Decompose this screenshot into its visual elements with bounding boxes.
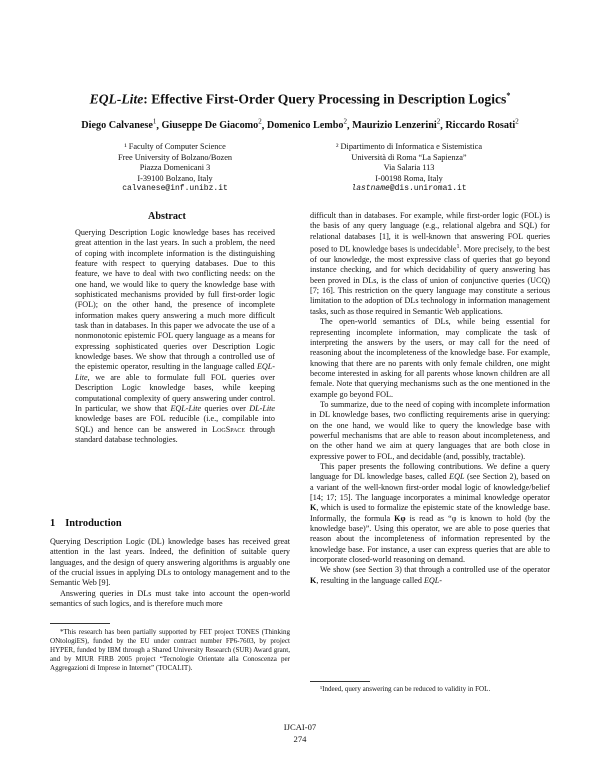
author-list: Diego Calvanese$^1$, Giuseppe De Giacomo$^2$, Domenico Lembo$^2$, Maurizio Lenzerini$^2$, Riccardo Rosati$^2$ — [81, 118, 519, 132]
venue-label: IJCAI-07 — [283, 722, 317, 732]
footnote-rule — [50, 623, 110, 624]
paragraph: To summarize, due to the need of coping with incomplete information in DL knowledge bases, two conflicting requirements arise in querying: on the one hand, we would like to query the knowledge base with powerful mechanisms that are able to reason about incompleteness, and on the other hand we aim at query languages that are both close in expressive power to FOL, and decidable (and, possibly, tractable). — [310, 399, 550, 461]
footnote-text: ¹Indeed, query answering can be reduced to validity in FOL. — [320, 685, 491, 693]
paragraph: Answering queries in DLs must take into account the open-world semantics of such logics, and is therefore much more — [50, 588, 290, 609]
right-column — [310, 211, 550, 586]
intro-left-column — [50, 537, 290, 609]
author: Riccardo Rosati$^2$ — [445, 118, 519, 132]
abstract-paragraph: Querying Description Logic knowledge bases has received great attention in the last years. In such a problem, the need of coping with incomplete information is the distinguishing feature with respect to querying databases. Due to this feature, we have to deal with two conflicting needs: on the one hand, we would like to query the knowledge base with sophisticated mechanisms provided by full first-order logic (FOL); on the other hand, the presence of incomplete information makes query answering a much more difficult task than in databases. In this paper we advocate the use of a nonmonotonic epistemic FOL query language as a means for expressing sophisticated queries over Description Logic knowledge bases. We show that through a controlled use of the epistemic operator, resulting in the language called EQL-Lite, we are able to formulate full FOL queries over Description Logic knowledge bases, while keeping computational complexity of query answering under control. In particular, we show that EQL-Lite queries over DL-Lite knowledge bases are FOL reducible (i.e., compilable into SQL) and hence can be answered in LogSpace through standard database technologies. — [75, 228, 275, 444]
author: Maurizio Lenzerini$^2$ — [352, 118, 441, 132]
abstract-body — [75, 228, 275, 445]
author: Domenico Lembo$^2$ — [266, 118, 348, 132]
affiliation-line: ¹ Faculty of Computer Science — [124, 142, 226, 151]
footnote-left — [50, 628, 290, 673]
paragraph: The open-world semantics of DLs, while being essential for representing incomplete information, may complicate the task of interpreting the answers by the users, or may call for the need of reasoning about the incompleteness of the knowledge base. For example, knowing that there are no parents with only female children, one might become interested in asking for all parents whose known children are all female. Note that querying mechanisms such as the one mentioned in the example go beyond FOL. — [310, 317, 550, 399]
affiliation-line: I-39100 Bolzano, Italy — [137, 173, 213, 183]
footnote-right — [310, 685, 550, 694]
author: Giuseppe De Giacomo$^2$ — [161, 118, 262, 132]
affiliation-2 — [318, 142, 500, 195]
section-heading: 1 Introduction — [50, 518, 122, 529]
affiliation-line: Piazza Domenicani 3 — [139, 163, 211, 173]
paragraph: difficult than in databases. For example, while first-order logic (FOL) is the basis of any query language (e.g., relational algebra and SQL) for relational databases [1], it is well-known that answering FOL queries posed to DL knowledge bases is undecidable$^1$. More precisely, to the best of our knowledge, the most expressive class of queries that go beyond instance checking, and for which decidability of query answering has been proved in DLs, is the class of union of conjunctive queries (UCQ) [7; 16]. This restriction on the query language may constitute a serious limitation to the adoption of DLs technology in information management tasks, such as those required in Semantic Web applications. — [310, 211, 550, 316]
paragraph: This paper presents the following contributions. We define a query language for DL knowledge bases, called EQL (see Section 2), based on a variant of the well-known first-order modal logic of knowledge/belief [14; 17; 15]. The language incorporates a minimal knowledge operator K, which is used to formalize the epistemic state of the knowledge base. Informally, the formula Kφ is read as “φ is known to hold (by the knowledge base)”. Using this operator, we are able to pose queries that reason about the incompleteness of information represented by the knowledge base. For instance, a user can express queries that are able to incorporate closed-world reasoning on demand. — [310, 461, 550, 565]
footnote-rule — [310, 681, 370, 682]
email: calvanese@inf.unibz.it — [122, 184, 228, 194]
affiliation-line: ² Dipartimento di Informatica e Sistemistica — [335, 142, 483, 151]
affiliation-line: Università di Roma “La Sapienza” — [351, 152, 467, 162]
footnote-text: *This research has been partially supported by FET project TONES (Thinking ONtologiES), funded by the EU under contract number FP6-7603, by project HYPER, funded by IBM through a Shared University Research (SUR) Award grant, and by MIUR FIRB 2005 project “Tecnologie Orientate alla Conoscenza per Aggregazioni di Imprese in Internet” (TOCALIT). — [50, 628, 290, 672]
author: Diego Calvanese$^1$ — [81, 118, 157, 132]
paper-title: EQL-Lite: Effective First-Order Query Processing in Description Logics* — [89, 91, 511, 107]
paragraph: We show (see Section 3) that through a controlled use of the operator K, resulting in the language called EQL- — [310, 565, 550, 585]
email: lastname@dis.uniroma1.it — [351, 184, 467, 194]
paragraph: Querying Description Logic (DL) knowledge bases has received great attention in the last years. Indeed, the definition of suitable query languages, and the design of query answering algorithms is arguably one of the crucial issues in applying DLs to ontology management and to the Semantic Web [9]. — [50, 537, 290, 588]
abstract-heading: Abstract — [148, 211, 186, 222]
affiliation-line: Via Salaria 113 — [383, 163, 435, 173]
affiliation-1 — [90, 142, 260, 195]
affiliation-line: Free University of Bolzano/Bozen — [117, 152, 233, 162]
page-number: 274 — [293, 734, 307, 744]
affiliation-line: I-00198 Roma, Italy — [375, 173, 443, 183]
